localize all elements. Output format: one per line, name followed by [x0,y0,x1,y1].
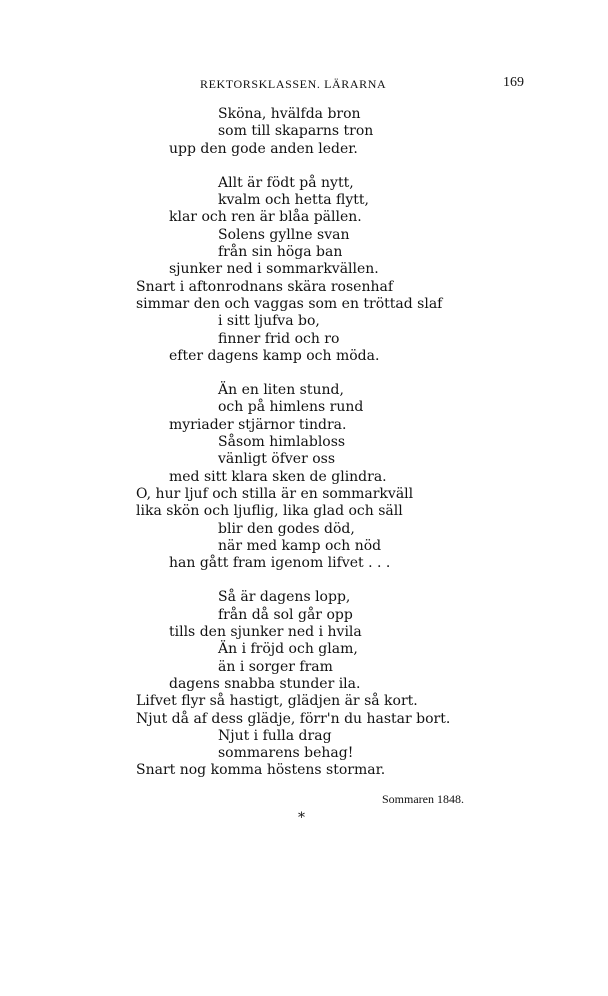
poem-line-text: än i sorger fram [218,658,333,675]
poem-line-text: Så är dagens lopp, [218,589,351,606]
poem-line [0,123,608,140]
poem-line-text: Njut då af dess glädje, förr'n du hastar bort. [136,710,451,727]
poem-line [0,762,608,779]
poem-line-text: sjunker ned i sommarkvällen. [169,261,379,278]
poem-line-text: Solens gyllne svan [218,226,350,243]
poem-line-text: lika skön och ljuflig, lika glad och säll [136,503,403,520]
poem-line [0,244,608,261]
poem-line [0,141,608,158]
poem-line-text: från då sol går opp [218,606,353,623]
poem-line [0,331,608,348]
poem-line [0,711,608,728]
poem-line [0,382,608,399]
poem-line-text: tills den sjunker ned i hvila [169,624,362,641]
poem-line-text: från sin höga ban [218,244,343,261]
poem-line-text: Njut i fulla drag [218,727,332,744]
poem-line-text: dagens snabba stunder ila. [169,675,361,692]
poem-line-text: Snart nog komma höstens stormar. [136,762,386,779]
poem-line [0,555,608,572]
poem-line-text: och på himlens rund [218,399,364,416]
poem-line-text: Sköna, hvälfda bron [218,106,361,122]
stanza [0,175,608,365]
poem-line [0,279,608,296]
poem-line [0,503,608,520]
poem-line [0,296,608,313]
poem-line [0,641,608,658]
header-title: REKTORSKLASSEN. LÄRARNA [200,77,387,91]
stanza [0,106,608,158]
poem-line-text: när med kamp och nöd [218,537,382,554]
poem-line-text: Allt är födt på nytt, [218,174,354,191]
poem-line-text: han gått fram igenom lifvet . . . [169,555,391,572]
poem-line [0,348,608,365]
poem-line [0,486,608,503]
poem-line [0,589,608,606]
poem-line-text: i sitt ljufva bo, [218,313,320,330]
poem-line [0,399,608,416]
poem-line-text: efter dagens kamp och möda. [169,347,380,364]
poem-line-text: Såsom himlabloss [218,434,346,451]
section-separator: * [298,810,305,826]
poem-line [0,728,608,745]
poem-line-text: klar och ren är blåa pällen. [169,209,362,226]
poem-line-text: myriader stjärnor tindra. [169,416,347,433]
poem-line [0,434,608,451]
poem-line [0,175,608,192]
poem-line [0,261,608,278]
poem-line-text: sommarens behag! [218,745,354,762]
poem-line-text: Än i fröjd och glam, [218,641,358,658]
poem-line [0,417,608,434]
poem-line [0,745,608,762]
poem-line [0,209,608,226]
poem-line [0,227,608,244]
poem-line [0,451,608,468]
poem [0,106,608,780]
stanza [0,589,608,779]
poem-line [0,624,608,641]
page-number: 169 [503,75,524,90]
poem-line-text: Snart i aftonrodnans skära rosenhaf [136,278,394,295]
poem-line [0,693,608,710]
poem-line-text: finner frid och ro [218,330,340,347]
poem-line [0,607,608,624]
poem-line [0,538,608,555]
poem-line [0,106,608,123]
poem-line-text: upp den gode anden leder. [169,140,358,157]
poem-line [0,192,608,209]
poem-line-text: vänligt öfver oss [218,451,336,468]
poem-line-text: blir den godes död, [218,520,355,537]
poem-line-text: kvalm och hetta flytt, [218,192,369,209]
poem-line [0,659,608,676]
poem-line [0,676,608,693]
poem-line [0,521,608,538]
poem-line-text: simmar den och vaggas som en tröttad slaf [136,295,443,312]
poem-line-text: O, hur ljuf och stilla är en sommarkväll [136,485,414,502]
poem-line-text: som till skaparns tron [218,123,374,140]
stanza [0,382,608,572]
poem-line [0,313,608,330]
poem-line [0,469,608,486]
poem-line-text: med sitt klara sken de glindra. [169,468,387,485]
poem-line-text: Än en liten stund, [218,382,344,399]
poem-line-text: Lifvet flyr så hastigt, glädjen är så kort. [136,693,418,710]
poem-date-signature: Sommaren 1848. [382,792,464,806]
